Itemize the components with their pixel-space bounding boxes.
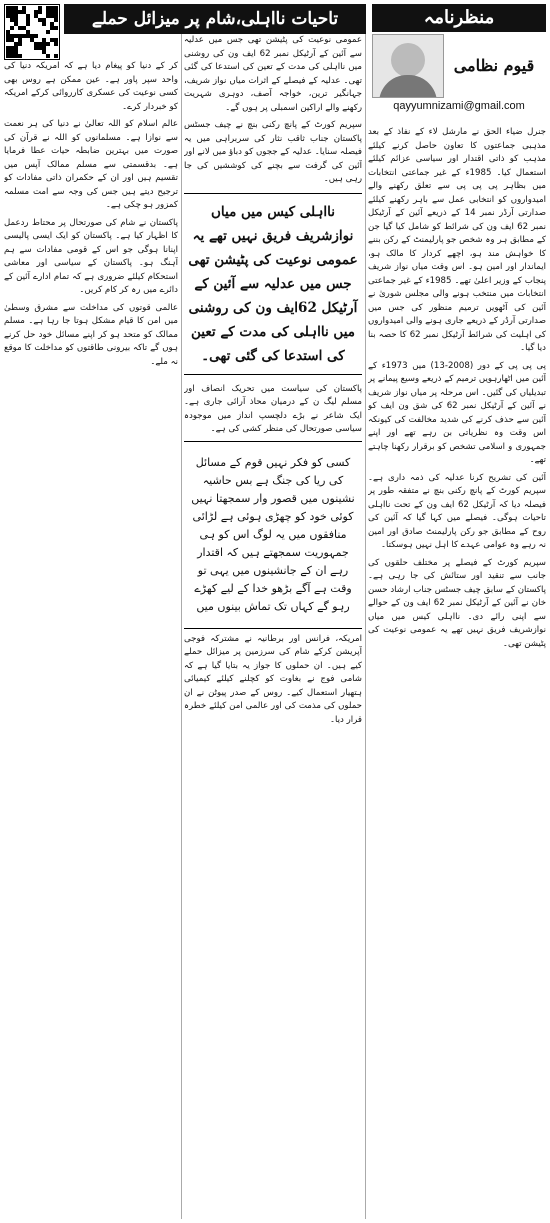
poem: کسی کو فکر نہیں قوم کے مسائل کی ریا کی جنگ ہے بس حاشیہ نشینوں میں قصور وار سمجھتا نہیں کوئی خود کو چھڑی ہوئی ہے لڑائی منافقوں میں یہ لوگ اس کو ہی جمہوریت سمجھتے ہیں کہ اقتدار رہے ان کے جانشینوں میں یہی تو وقت ہے آگے بڑھو خدا کے لیے کھڑے رہو گے کہاں تک تماش بینوں میں <box>191 455 355 613</box>
author-portrait <box>372 34 444 98</box>
qr-module <box>38 10 42 14</box>
paragraph: عالمی قوتوں کی مداخلت سے مشرق وسطیٰ میں امن کا قیام مشکل ہوتا جا رہا ہے۔ مسلم ممالک کو متحد ہو کر اپنے مسائل خود حل کرنے ہوں گے تاکہ بیرونی طاقتوں کو مداخلت کا موقع نہ ملے۔ <box>4 302 178 367</box>
qr-module <box>10 26 14 30</box>
masthead-title: منظرنامہ <box>372 4 546 32</box>
qr-module <box>26 22 30 26</box>
qr-module <box>54 54 58 58</box>
qr-module <box>46 42 50 46</box>
paragraph: کر کے دنیا کو پیغام دیا ہے کہ امریکہ دنیا کی واحد سپر پاور ہے۔ عین ممکن ہے روس بھی کسی نوعیت کی عسکری کارروائی کرکے امریکہ کو خبردار کرے۔ <box>4 61 178 112</box>
column-3 <box>4 60 178 1219</box>
portrait-head <box>391 43 425 77</box>
paragraph: پاکستان نے شام کی صورتحال پر محتاط ردعمل کا اظہار کیا ہے۔ پاکستان کو ایک ایسی پالیسی اپنانا ہوگی جو اس کے قومی مفادات سے ہم آہنگ ہو۔ پاکستان کے سیاسی اور معاشی استحکام کیلئے ضروری ہے کہ تمام ادارے آئین کے دائرے میں رہ کر کام کریں۔ <box>4 217 178 295</box>
author-name: قیوم نظامی <box>453 56 535 75</box>
qr-module <box>42 22 46 26</box>
headline-box <box>64 4 366 34</box>
divider <box>184 441 362 442</box>
qr-module <box>54 26 58 30</box>
headline: تاحیات نااہلی،شام پر میزائل حملے <box>91 9 339 29</box>
divider <box>184 628 362 629</box>
pull-quote: نااہلی کیس میں میاں نوازشریف فریق نہیں تھے یہ عمومی نوعیت کی پٹیشن تھی جس میں عدلیہ سے آئین کے آرٹیکل 62ایف ون کی روشنی میں نااہلی کی مدت کے تعین کی استدعا کی گئی تھی۔ <box>184 193 362 375</box>
qr-module <box>18 42 22 46</box>
paragraph: عمومی نوعیت کی پٹیشن تھی جس میں عدلیہ سے آئین کے آرٹیکل نمبر 62 ایف ون کی روشنی میں نااہلی کی مدت کے تعین کی استدعا کی گئی تھی۔ عدلیہ کے فیصلے کے اثرات میاں نواز شریف، جہانگیر ترین، خواجہ آصف، دوہری شہریت رکھنے والے اراکین اسمبلی پر ہوں گے۔ <box>184 35 362 113</box>
paragraph: پاکستان کی سیاست میں تحریک انصاف اور مسلم لیگ ن کے درمیان محاذ آرائی جاری ہے۔ ایک شاعر نے بڑے دلچسپ انداز میں موجودہ سیاسی صورتحال کی منظر کشی کی ہے۔ <box>184 383 362 434</box>
qr-module <box>46 54 50 58</box>
qr-module <box>54 42 58 46</box>
qr-module <box>18 54 22 58</box>
qr-module <box>54 18 58 22</box>
column-1 <box>368 126 546 1219</box>
qr-module <box>46 30 50 34</box>
author-email[interactable]: qayyumnizami@gmail.com <box>393 100 525 112</box>
column-rule <box>365 34 366 1219</box>
qr-code-icon[interactable] <box>4 4 60 60</box>
paragraph: امریکہ، فرانس اور برطانیہ نے مشترکہ فوجی آپریشن کرکے شام کی سرزمین پر میزائل حملے کیے ہیں۔ ان حملوں کا جواز یہ بتایا گیا ہے کہ شامی فوج نے بغاوت کو کچلنے کیلئے کیمیائی ہتھیار استعمال کیے۔ روس کے صدر پیوٹن نے ان حملوں کی مذمت کی اور عالمی امن کیلئے خطرہ قرار دیا۔ <box>184 633 362 725</box>
paragraph: آئین کی تشریح کرنا عدلیہ کی ذمہ داری ہے۔ سپریم کورٹ کے پانچ رکنی بنچ نے متفقہ طور پر فیصلہ دیا کہ آرٹیکل 62 ایف ون کے تحت نااہلی تاحیات ہوگی۔ فیصلے میں کہا گیا کہ آئین کی روح کے مطابق جو رکن پارلیمنٹ صادق اور امین نہ رہے وہ عوامی عہدے کا اہل نہیں ہوسکتا۔ <box>368 472 546 550</box>
portrait-body <box>379 75 437 98</box>
paragraph: جنرل ضیاء الحق نے مارشل لاء کے نفاذ کے بعد مذہبی جماعتوں کا تعاون حاصل کرنے کیلئے مذہب کو ذاتی اقتدار اور سیاسی عزائم کیلئے استعمال کیا۔ 1985ء کے غیر جماعتی انتخابات میں بظاہر پی پی پی سے تعلق رکھنے والے امیدواروں کو انتخابی عمل سے باہر رکھنے کیلئے صدارتی آرڈر نمبر 14 کے ذریعے آئین کے آرٹیکل نمبر 62 ایف ون کی شرائط کو شامل کیا گیا جن کے مطابق ہر وہ شخص جو پارلیمنٹ کے رکن بننے کا خواہش مند ہو، اچھے کردار کا مالک ہو، ایماندار اور امین ہو۔ اس وقت میاں نواز شریف پنجاب کے وزیر اعلیٰ تھے۔ 1985ء کے غیر جماعتی انتخابات میں منتخب ہونے والی مجلس شوریٰ نے آئین کی آٹھویں ترمیم منظور کی جس میں صدارتی آرڈر کے ذریعے جاری ہونے والی امیدواروں کی اہلیت کی شرائط آرٹیکل نمبر 62 کا حصہ بنا دیا گیا۔ <box>368 127 546 353</box>
column-masthead <box>372 4 546 122</box>
qr-module <box>34 34 38 38</box>
paragraph: پی پی پی کے دور (2008-13) میں 1973ء کے آئین میں اٹھارہویں ترمیم کے ذریعے وسیع پیمانے پر تبدیلیاں کی گئیں۔ اس مرحلہ پر میاں نواز شریف نے آئین کے آرٹیکل نمبر 62 کی شق ون ایف کو آئین سے حذف کرنے کی شدید مخالفت کی کیونکہ اس وقت وہ نظریاتی بن رہے تھے اور اپنے جمہوری و اسلامی تشخص کو برقرار رکھنا چاہتے تھے۔ <box>368 360 546 465</box>
column-rule <box>181 34 182 1219</box>
column-2 <box>184 34 362 1219</box>
paragraph: سپریم کورٹ کے فیصلے پر مختلف حلقوں کی جانب سے تنقید اور ستائش کی جا رہی ہے۔ پاکستان کے سابق چیف جسٹس جناب ارشاد حسن خان نے آئین کے آرٹیکل نمبر 62 ایف ون کے حوالے سے اپنی رائے دی۔ نااہلی کیس میں میاں نوازشریف فریق نہیں تھے یہ عمومی نوعیت کی پٹیشن تھی۔ <box>368 557 546 649</box>
paragraph: سپریم کورٹ کے پانچ رکنی بنچ نے چیف جسٹس پاکستان جناب ثاقب نثار کی سربراہی میں یہ فیصلہ سنایا۔ عدلیہ کے ججوں کو دباؤ میں لانے اور آئین کی گرفت سے بچنے کی کوششیں کی جا رہی ہیں۔ <box>184 120 362 184</box>
paragraph: عالم اسلام کو اللہ تعالیٰ نے دنیا کی ہر نعمت سے نوازا ہے۔ مسلمانوں کو اللہ نے قرآن کی صورت میں بہترین ضابطہ حیات عطا فرمایا ہے۔ بدقسمتی سے مسلم ممالک آپس میں تقسیم ہیں اور ان کے حکمران ذاتی مفادات کو ترجیح دیتے ہیں جس کی وجہ سے امت مسلمہ کمزور ہو چکی ہے۔ <box>4 119 178 210</box>
